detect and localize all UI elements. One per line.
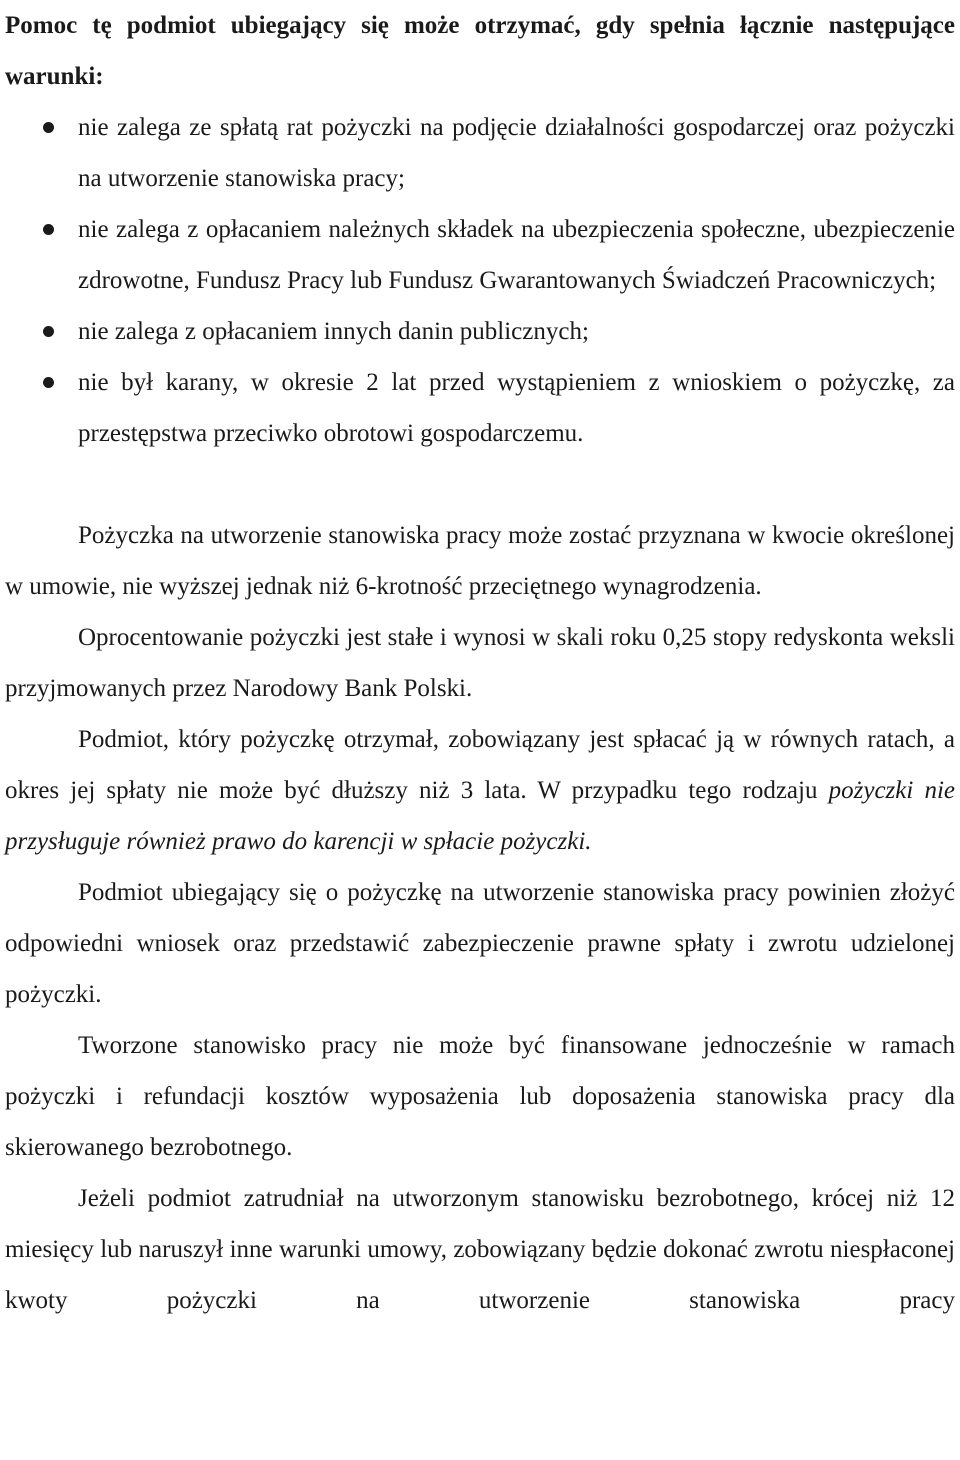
list-item <box>5 357 955 459</box>
list-item-text: nie zalega z opłacaniem innych danin publicznych; <box>78 318 589 345</box>
list-item <box>5 204 955 306</box>
paragraph-application: Podmiot ubiegający się o pożyczkę na utworzenie stanowiska pracy powinien złożyć odpowiedni wniosek oraz przedstawić zabezpieczenie prawne spłaty i zwrotu udzielonej pożyczki. <box>5 879 955 1008</box>
bullet-icon <box>43 122 54 133</box>
paragraph-repayment <box>5 714 955 867</box>
bullet-icon <box>43 326 54 337</box>
section-heading: Pomoc tę podmiot ubiegający się może otrzymać, gdy spełnia łącznie następujące warunki: <box>5 12 955 90</box>
bullet-icon <box>43 224 54 235</box>
list-item-text: nie zalega z opłacaniem należnych składek na ubezpieczenia społeczne, ubezpieczenie zdrowotne, Fundusz Pracy lub Fundusz Gwarantowanych Świadczeń Pracowniczych; <box>78 216 955 294</box>
document-page <box>5 0 955 1326</box>
paragraph-financing: Tworzone stanowisko pracy nie może być finansowane jednocześnie w ramach pożyczki i refundacji kosztów wyposażenia lub doposażenia stanowiska pracy dla skierowanego bezrobotnego. <box>5 1032 955 1161</box>
list-item-text: nie zalega ze spłatą rat pożyczki na podjęcie działalności gospodarczej oraz pożyczki na utworzenie stanowiska pracy; <box>78 114 955 192</box>
paragraph-loan-amount: Pożyczka na utworzenie stanowiska pracy może zostać przyznana w kwocie określonej w umowie, nie wyższej jednak niż 6-krotność przeciętnego wynagrodzenia. <box>5 522 955 600</box>
conditions-list <box>5 102 955 459</box>
list-item <box>5 306 955 357</box>
body-text <box>5 510 955 1326</box>
list-item <box>5 102 955 204</box>
paragraph-refund: Jeżeli podmiot zatrudniał na utworzonym stanowisku bezrobotnego, krócej niż 12 miesięcy lub naruszył inne warunki umowy, zobowiązany będzie dokonać zwrotu niespłaconej kwoty pożyczki na utworzenie stanowiska pracy <box>5 1185 955 1314</box>
paragraph-repayment-italic: pożyczki nie przysługuje również prawo do karencji w spłacie pożyczki. <box>5 777 956 855</box>
paragraph-interest-rate: Oprocentowanie pożyczki jest stałe i wynosi w skali roku 0,25 stopy redyskonta weksli przyjmowanych przez Narodowy Bank Polski. <box>5 624 955 702</box>
bullet-icon <box>43 377 54 388</box>
paragraph-repayment-text: Podmiot, który pożyczkę otrzymał, zobowiązany jest spłacać ją w równych ratach, a okres jej spłaty nie może być dłuższy niż 3 lata. W przypadku tego rodzaju <box>5 726 955 804</box>
list-item-text: nie był karany, w okresie 2 lat przed wystąpieniem z wnioskiem o pożyczkę, za przestępstwa przeciwko obrotowi gospodarczemu. <box>78 369 955 447</box>
